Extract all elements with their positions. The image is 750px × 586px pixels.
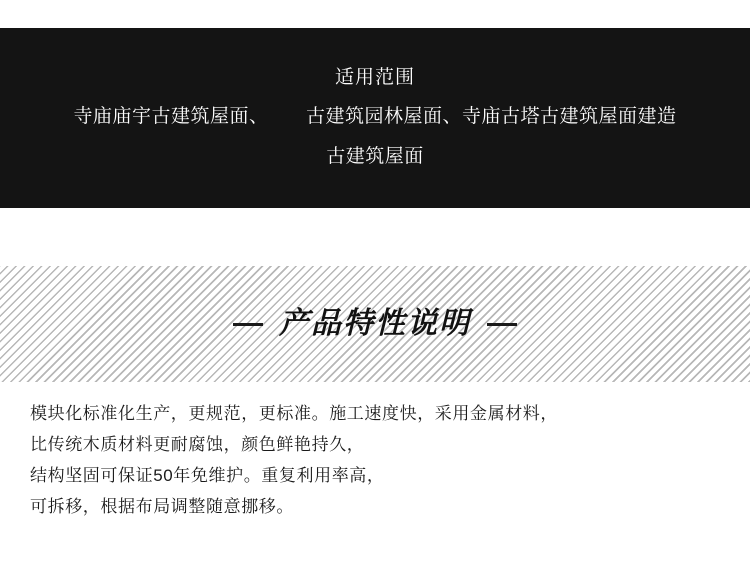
right-dash-icon bbox=[487, 323, 517, 326]
description-line-2: 比传统木质材料更耐腐蚀，颜色鲜艳持久， bbox=[30, 435, 365, 454]
description-line-4: 可拆移，根据布局调整随意挪移。 bbox=[30, 497, 294, 516]
left-dash-icon bbox=[233, 323, 263, 326]
scope-line-1-right: 古建筑园林屋面、寺庙古塔古建筑屋面建造 bbox=[306, 106, 677, 127]
feature-description bbox=[30, 398, 730, 522]
scope-banner bbox=[0, 28, 750, 208]
scope-banner-line-2: 古建筑屋面 bbox=[326, 146, 424, 167]
scope-banner-title: 适用范围 bbox=[334, 67, 415, 88]
feature-heading-title: 产品特性说明 bbox=[279, 306, 471, 341]
feature-heading-group bbox=[233, 306, 517, 341]
feature-stripe-band bbox=[0, 266, 750, 382]
scope-line-1-left: 寺庙庙宇古建筑屋面、 bbox=[73, 106, 269, 127]
scope-banner-line-1 bbox=[73, 97, 676, 137]
description-line-1: 模块化标准化生产，更规范，更标准。施工速度快，采用金属材料， bbox=[30, 404, 558, 423]
description-line-3: 结构坚固可保证50年免维护。重复利用率高， bbox=[30, 466, 385, 485]
